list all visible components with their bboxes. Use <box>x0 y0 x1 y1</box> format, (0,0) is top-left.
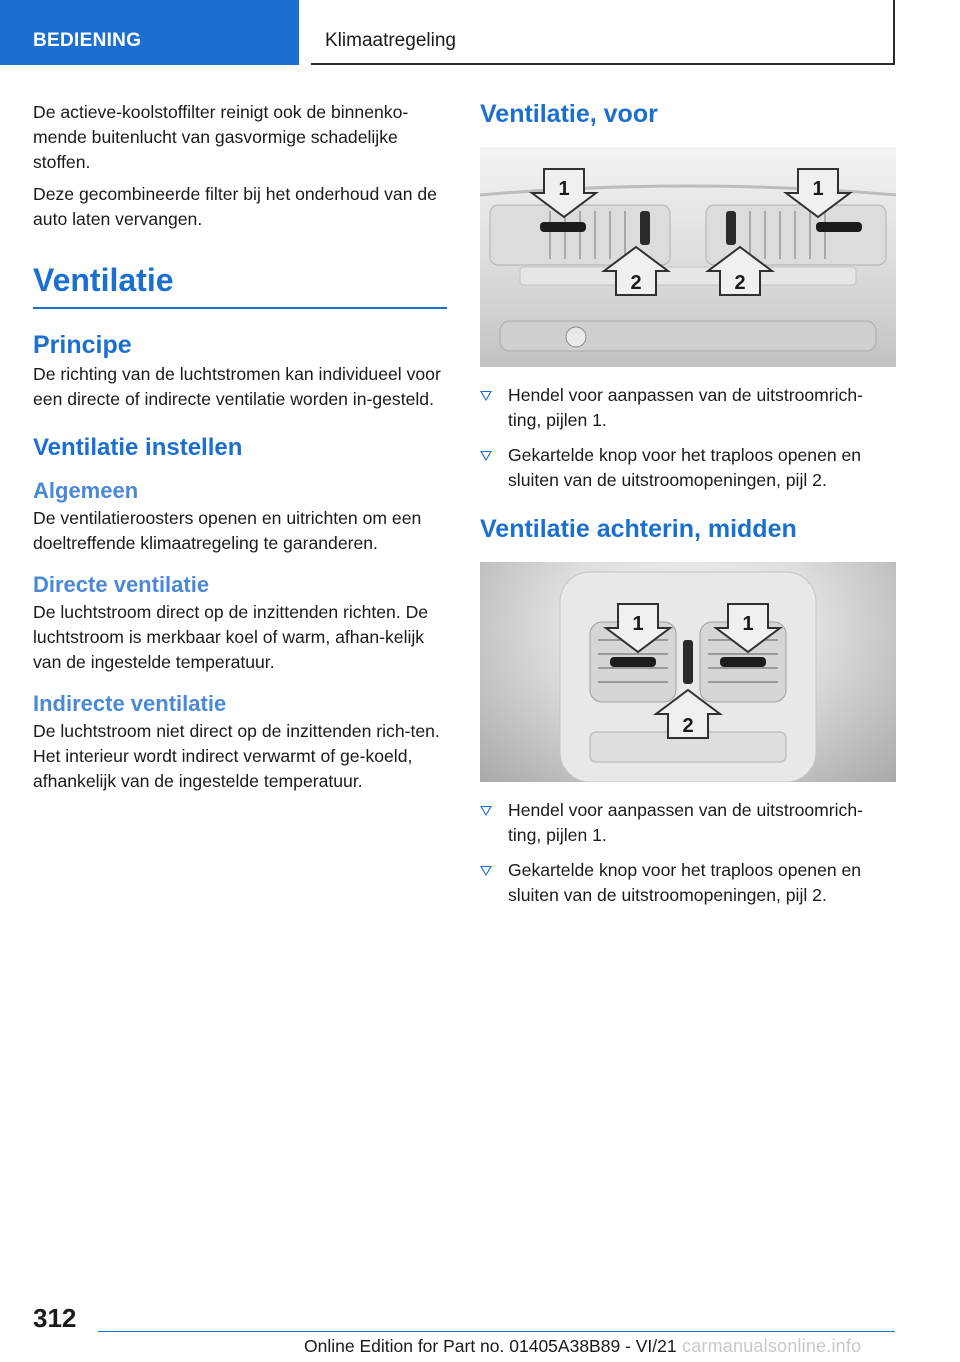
front-vents-photo <box>480 147 896 367</box>
instellen-heading: Ventilatie instellen <box>33 434 243 461</box>
intro-paragraph-2: Deze gecombineerde filter bij het onderhoud van de auto laten vervangen. <box>33 184 437 229</box>
algemeen-heading: Algemeen <box>33 478 139 503</box>
list-item <box>480 798 896 848</box>
header-section-label: BEDIENING <box>33 30 142 51</box>
front-ventilation-heading: Ventilatie, voor <box>480 100 658 128</box>
indirect-text: De luchtstroom niet direct op de inzittenden rich-ten. Het interieur wordt indirect verwarmt of ge-koeld, afhankelijk van de ingestelde temperatuur. <box>33 721 440 791</box>
list-item-text: Gekartelde knop voor het traploos openen en sluiten van de uitstroomopeningen, pijl 2. <box>508 860 862 905</box>
principe-heading: Principe <box>33 331 132 359</box>
list-item <box>480 383 896 433</box>
left-column <box>33 100 447 801</box>
triangle-bullet-icon <box>480 866 492 876</box>
indirect-heading: Indirecte ventilatie <box>33 691 227 716</box>
rear-vents-illustration <box>480 562 896 782</box>
footer-edition: Online Edition for Part no. 01405A38B89 - VI/21 <box>304 1336 677 1356</box>
rear-arrow-label-1b: 1 <box>742 613 754 635</box>
section-title: Ventilatie <box>33 262 447 309</box>
front-arrow-label-2b: 2 <box>734 272 746 294</box>
rear-arrow-label-1a: 1 <box>632 613 644 635</box>
header-section-tab <box>0 0 299 65</box>
algemeen-text: De ventilatieroosters openen en uitrichten om een doeltreffende klimaatregeling te garanderen. <box>33 508 422 553</box>
rear-arrow-label-2: 2 <box>682 715 694 737</box>
triangle-bullet-icon <box>480 451 492 461</box>
rear-vents-photo <box>480 562 896 782</box>
list-item-text: Gekartelde knop voor het traploos openen en sluiten van de uitstroomopeningen, pijl 2. <box>508 445 862 490</box>
right-column <box>480 100 896 918</box>
footer-divider <box>98 1331 895 1332</box>
list-item-text: Hendel voor aanpassen van de uitstroomrich-ting, pijlen 1. <box>508 800 864 845</box>
triangle-bullet-icon <box>480 391 492 401</box>
list-item-text: Hendel voor aanpassen van de uitstroomrich-ting, pijlen 1. <box>508 385 864 430</box>
list-item <box>480 858 896 908</box>
front-vents-illustration <box>480 147 896 367</box>
header-chapter-label: Klimaatregeling <box>325 30 456 51</box>
page-number: 312 <box>33 1303 77 1333</box>
triangle-bullet-icon <box>480 806 492 816</box>
intro-paragraph-1: De actieve-koolstoffilter reinigt ook de binnenko-mende buitenlucht van gasvormige schadelijke stoffen. <box>33 102 409 172</box>
direct-heading: Directe ventilatie <box>33 572 210 597</box>
front-arrow-label-2a: 2 <box>630 272 642 294</box>
rear-ventilation-list <box>480 798 896 908</box>
rear-ventilation-heading: Ventilatie achterin, midden <box>480 515 797 543</box>
principe-text: De richting van de luchtstromen kan individueel voor een directe of indirecte ventilatie worden in-gesteld. <box>33 364 441 409</box>
list-item <box>480 443 896 493</box>
direct-text: De luchtstroom direct op de inzittenden richten. De luchtstroom is merkbaar koel of warm, afhan-kelijk van de ingestelde temperatuur. <box>33 602 429 672</box>
front-ventilation-list <box>480 383 896 493</box>
watermark: carmanualsonline.info <box>682 1336 862 1356</box>
header-chapter-box <box>311 0 895 65</box>
front-arrow-label-1b: 1 <box>812 178 824 200</box>
front-arrow-label-1a: 1 <box>558 178 570 200</box>
